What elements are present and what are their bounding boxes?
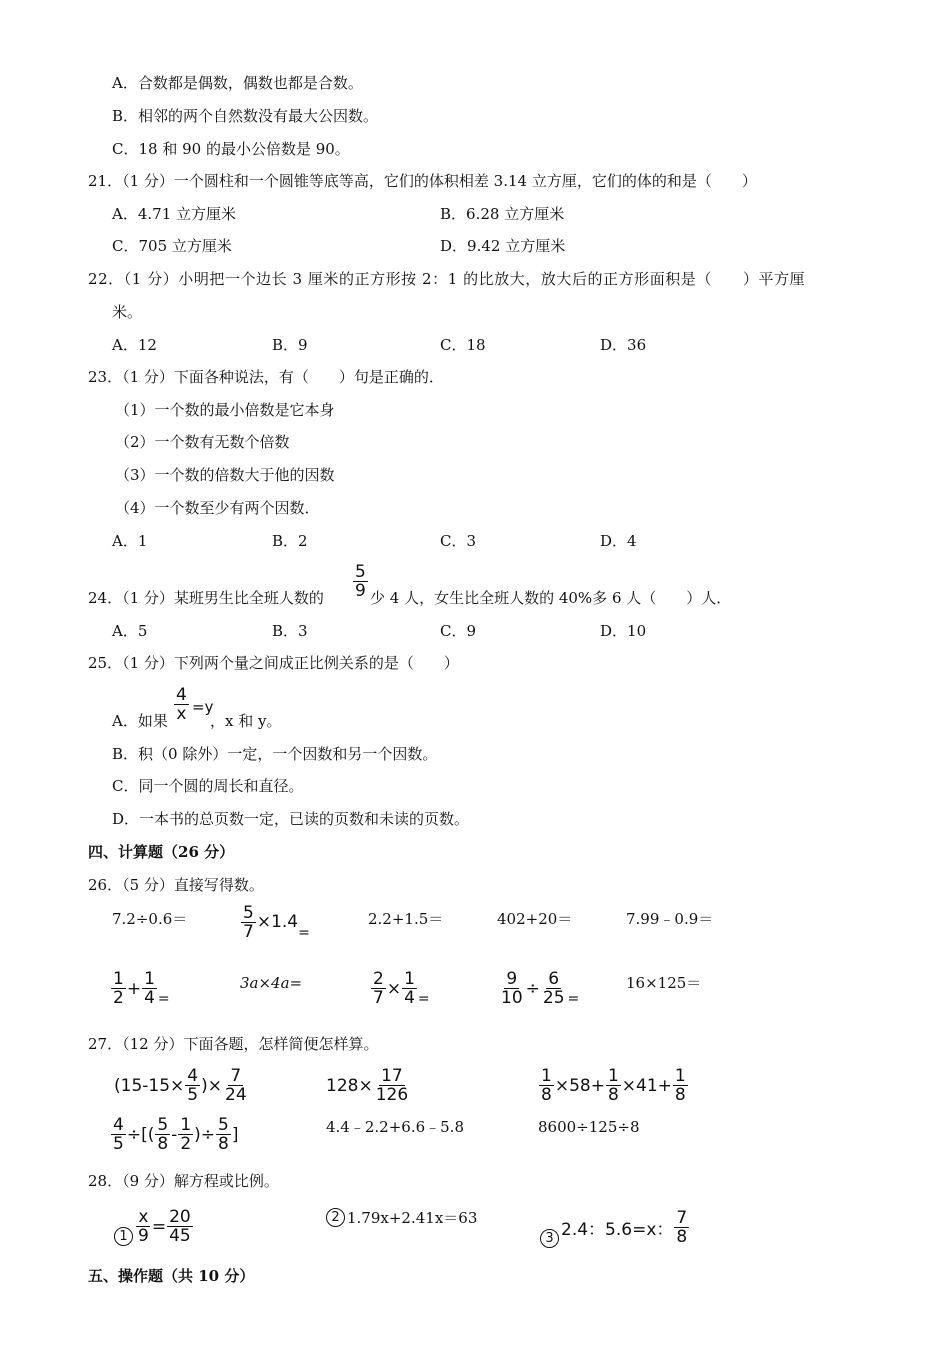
q28-equation-2: 2 1.79x+2.41x＝63 <box>326 1207 477 1228</box>
q22-stem: 22．（1 分）小明把一个边长 3 厘米的正方形按 2：1 的比放大，放大后的正方形面积是（ ）平方厘 <box>88 270 806 288</box>
q23-option-a: A．1 <box>112 532 148 550</box>
q21-option-a: A．4.71 立方厘米 <box>112 205 236 223</box>
q26-item-6: $\frac{1}{2}$ + $\frac{1}{4}$ = <box>113 969 170 1008</box>
q20-option-a: A．合数都是偶数，偶数也都是合数。 <box>112 74 363 92</box>
q26-item-10: 16×125＝ <box>626 974 702 992</box>
q22-option-b: B．9 <box>272 336 308 354</box>
q28-equation-1: 1 $\frac{x}{9}$ = $\frac{20}{45}$ <box>114 1207 194 1246</box>
q26-item-3: 2.2+1.5＝ <box>368 910 444 928</box>
q25-option-a-suffix: ，x 和 y。 <box>210 712 282 730</box>
q20-option-b: B．相邻的两个自然数没有最大公因数。 <box>112 107 379 125</box>
q26-item-5: 7.99﹣0.9＝ <box>626 910 714 928</box>
q21-stem: 21．（1 分）一个圆柱和一个圆锥等底等高，它们的体积相差 3.14 立方厘，它们的体的和是（ ） <box>88 172 757 190</box>
q26-item-4: 402+20＝ <box>497 910 573 928</box>
q23-option-c: C．3 <box>440 532 477 550</box>
q25-option-b: B．积（0 除外）一定，一个因数和另一个因数。 <box>112 745 438 763</box>
q26-stem: 26．（5 分）直接写得数。 <box>88 876 264 894</box>
q26-item-8: $\frac{2}{7}$ × $\frac{1}{4}$ = <box>373 969 430 1008</box>
q23-statement-3: （3）一个数的倍数大于他的因数 <box>115 466 335 484</box>
q23-statement-1: （1）一个数的最小倍数是它本身 <box>115 401 335 419</box>
q25-option-a-eq: =y <box>192 698 214 716</box>
q25-option-a-prefix: A．如果 <box>112 712 168 730</box>
q27-expr-3: $\frac{1}{8}$ ×58+ $\frac{1}{8}$ ×41+ $\frac{1}{8}$ <box>541 1066 686 1105</box>
q24-stem-a: 24．（1 分）某班男生比全班人数的 <box>88 589 324 607</box>
q23-option-b: B．2 <box>272 532 308 550</box>
q28-stem: 28．（9 分）解方程或比例。 <box>88 1172 279 1190</box>
q27-expr-1: (15-15× $\frac{4}{5}$ )× $\frac{7}{24}$ <box>114 1066 247 1105</box>
q24-option-b: B．3 <box>272 622 308 640</box>
q24-fraction: $\frac{5}{9}$ <box>355 562 366 601</box>
q26-item-2: $\frac{5}{7}$ ×1.4 = <box>243 902 310 942</box>
q27-expr-6: 8600÷125÷8 <box>538 1118 640 1136</box>
q24-option-a: A．5 <box>112 622 148 640</box>
q22-option-d: D．36 <box>600 336 647 354</box>
q25-option-d: D．一本书的总页数一定，已读的页数和未读的页数。 <box>112 810 470 828</box>
section-4-title: 四、计算题（26 分） <box>88 843 235 861</box>
q23-stem: 23．（1 分）下面各种说法，有（ ）句是正确的． <box>88 368 444 386</box>
q21-option-b: B．6.28 立方厘米 <box>440 205 565 223</box>
q28-equation-3: 3 2.4：5.6=x： $\frac{7}{8}$ <box>540 1207 690 1248</box>
q21-option-c: C．705 立方厘米 <box>112 237 232 255</box>
q26-item-7: 3a×4a= <box>240 974 303 992</box>
q23-statement-4: （4）一个数至少有两个因数． <box>115 499 320 517</box>
q26-item-1: 7.2÷0.6＝ <box>112 910 188 928</box>
q25-option-c: C．同一个圆的周长和直径。 <box>112 777 304 795</box>
q25-stem: 25．（1 分）下列两个量之间成正比例关系的是（ ） <box>88 654 459 672</box>
q22-stem-cont: 米。 <box>112 303 143 321</box>
q22-option-c: C．18 <box>440 336 486 354</box>
q27-expr-2: 128× $\frac{17}{126}$ <box>326 1066 409 1105</box>
q27-expr-5: 4.4﹣2.2+6.6﹣5.8 <box>326 1118 464 1136</box>
q24-option-d: D．10 <box>600 622 647 640</box>
q22-option-a: A．12 <box>112 336 157 354</box>
q26-item-9: $\frac{9}{10}$ ÷ $\frac{6}{25}$ = <box>501 969 580 1008</box>
q21-option-d: D．9.42 立方厘米 <box>440 237 566 255</box>
q27-stem: 27．（12 分）下面各题，怎样简便怎样算。 <box>88 1035 379 1053</box>
q25-option-a-fraction: $\frac{4}{x}$ <box>176 685 187 724</box>
q23-option-d: D．4 <box>600 532 637 550</box>
section-5-title: 五、操作题（共 10 分） <box>88 1267 255 1285</box>
q24-stem-b: 少 4 人，女生比全班人数的 40%多 6 人（ ）人． <box>370 589 732 607</box>
q20-option-c: C．18 和 90 的最小公倍数是 90。 <box>112 140 350 158</box>
q24-option-c: C．9 <box>440 622 477 640</box>
q27-expr-4: $\frac{4}{5}$ ÷[( $\frac{5}{8}$ - $\frac{1}{2}$ )÷ $\frac{5}{8}$ ] <box>113 1115 239 1154</box>
q23-statement-2: （2）一个数有无数个倍数 <box>115 433 290 451</box>
